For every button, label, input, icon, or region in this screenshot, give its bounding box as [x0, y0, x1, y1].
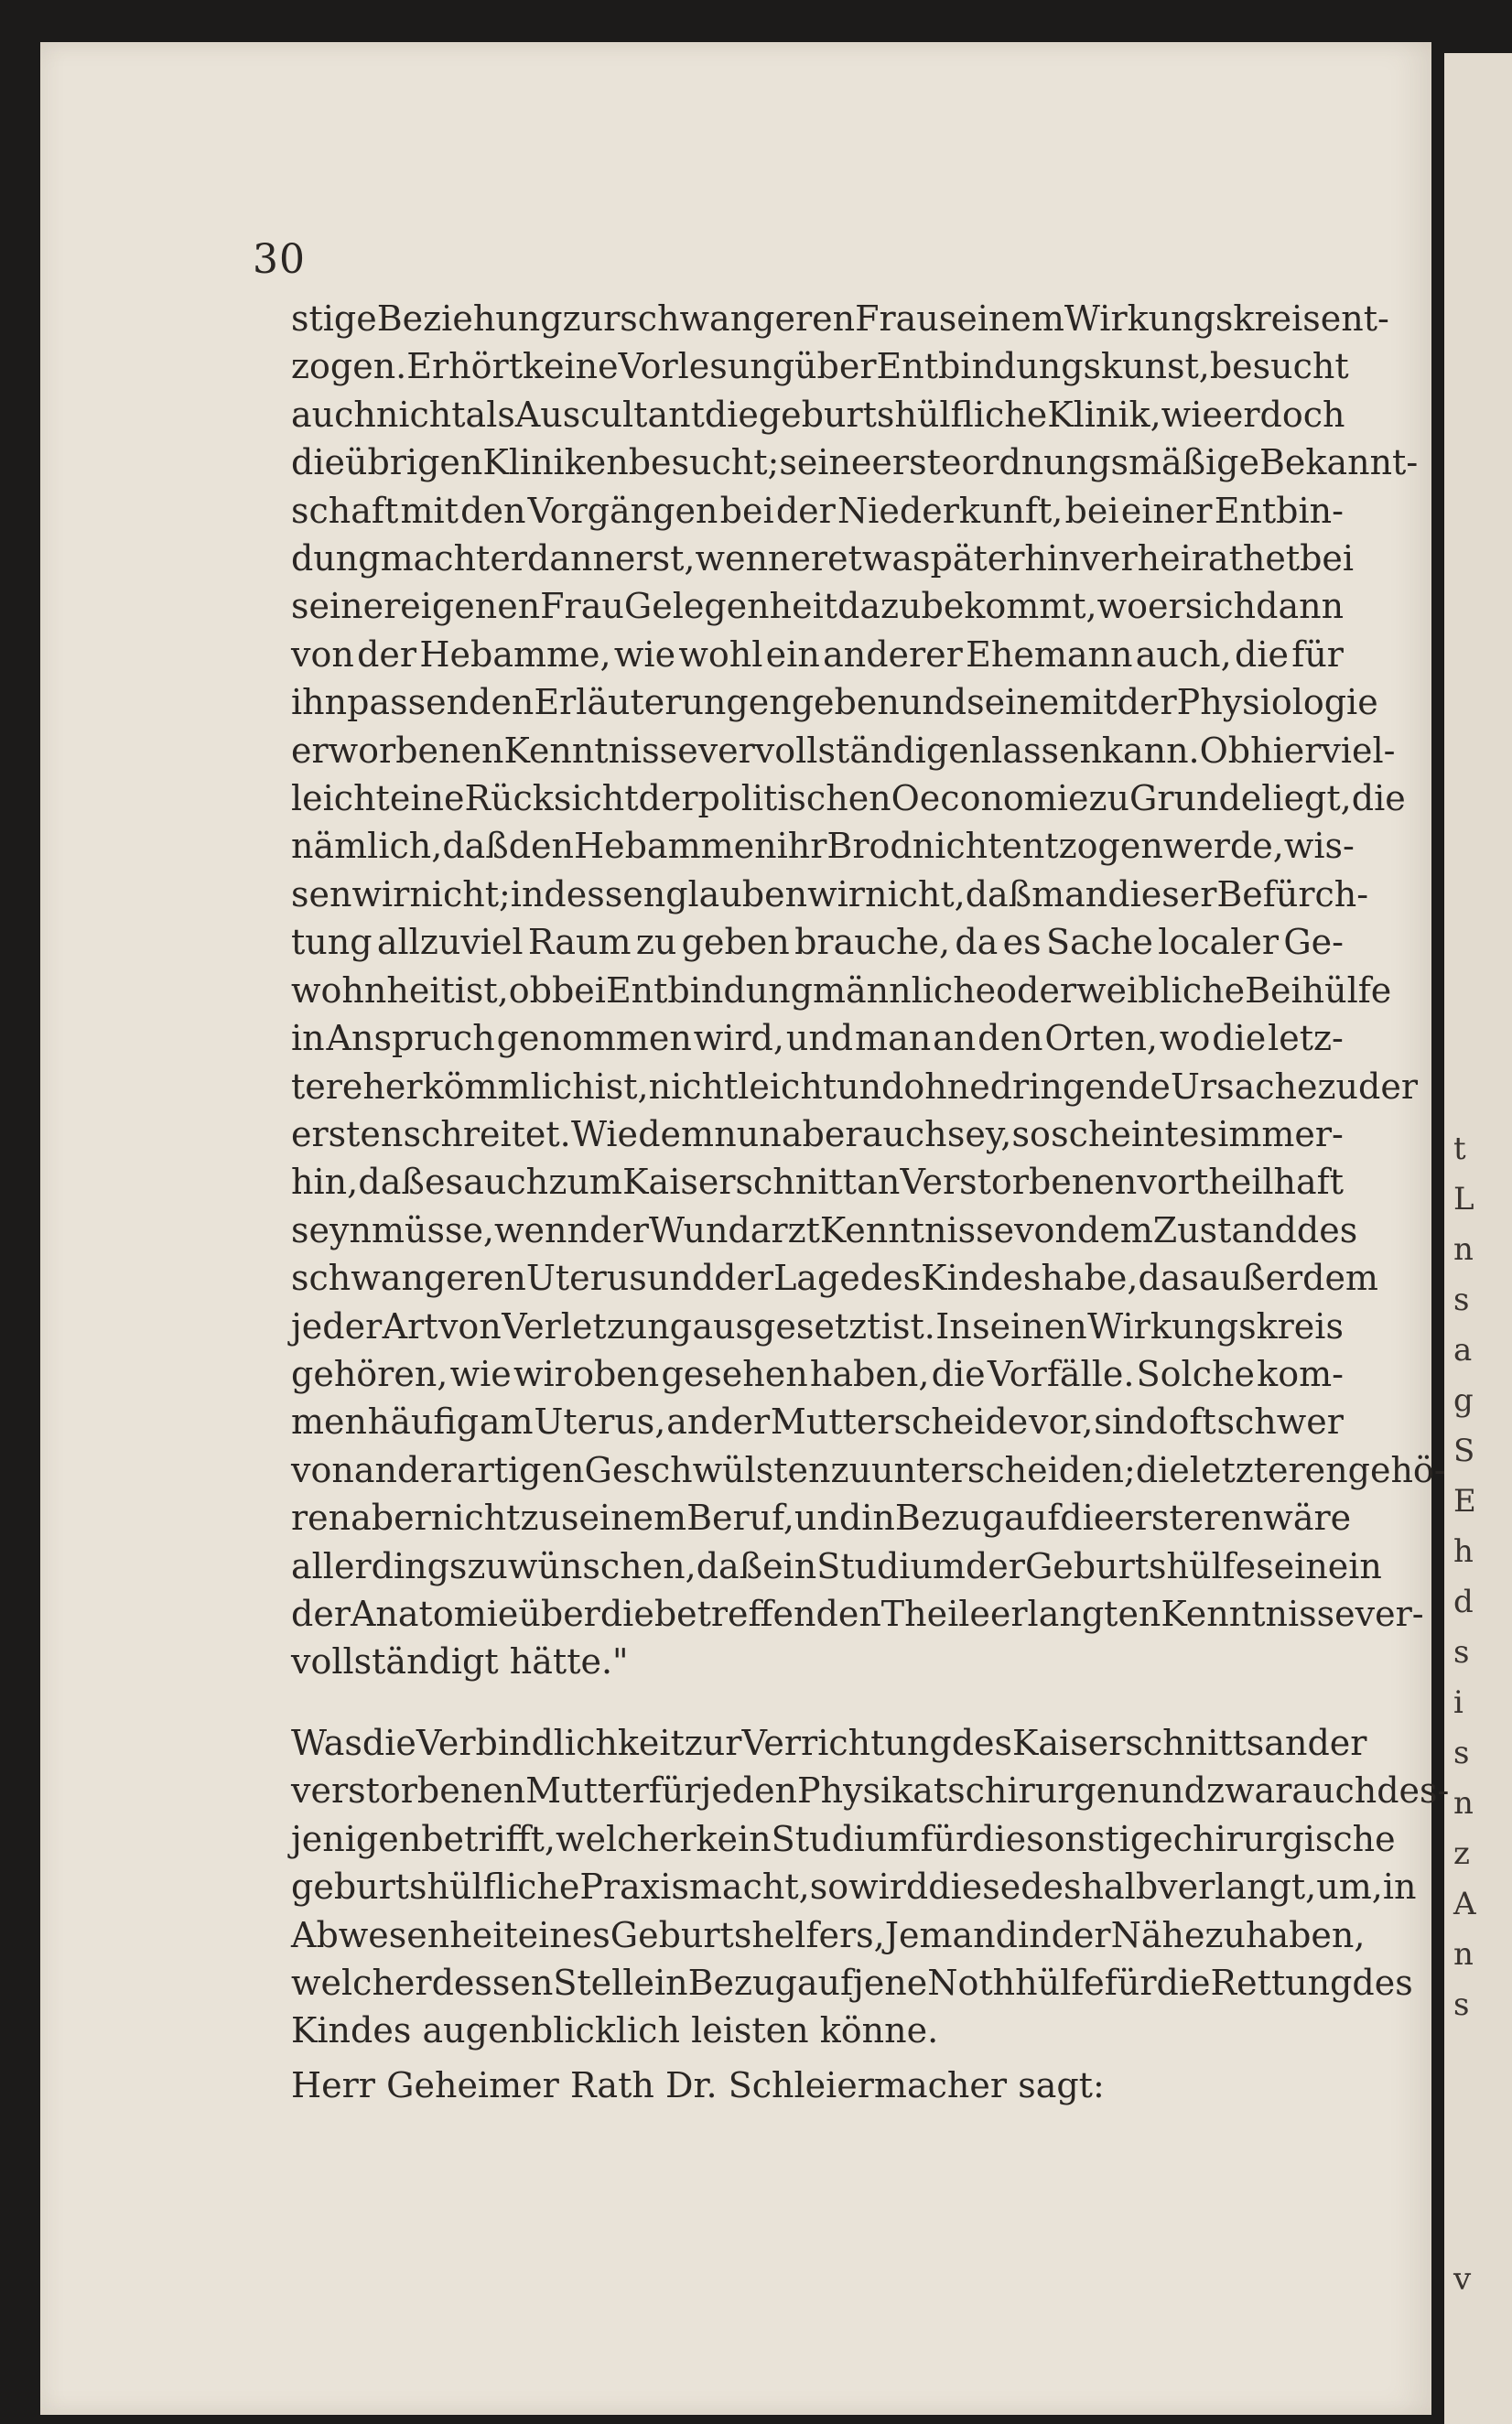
facing-page-fragment: S: [1453, 1433, 1475, 1469]
text-line: seyn müsse, wenn der Wundarzt Kenntnisse von dem Zustand des: [291, 1209, 1358, 1250]
facing-page-fragment: d: [1453, 1584, 1474, 1620]
facing-page-fragment: g: [1453, 1382, 1474, 1419]
facing-page-fragment: n: [1453, 1231, 1474, 1268]
text-line: men häufig am Uterus, an der Mutterscheide vor, sind oft schwer: [291, 1401, 1344, 1443]
text-line: allerdings zu wünschen, daß ein Studium der Geburtshülfe seine in: [291, 1545, 1382, 1586]
text-line: schwangeren Uterus und der Lage des Kindes habe, das außerdem: [291, 1258, 1378, 1299]
text-line: Kindes augenblicklich leisten könne.: [291, 2010, 939, 2051]
facing-page-fragment: E: [1453, 1483, 1476, 1520]
text-line: der Anatomie über die betreffenden Theile erlangten Kenntnisse ver-: [291, 1593, 1424, 1634]
text-line: tere herkömmlich ist, nicht leicht und ohne dringende Ursache zu der: [291, 1066, 1418, 1107]
facing-page-fragment: s: [1453, 1634, 1470, 1671]
text-line: ersten schreitet. Wie dem nun aber auch sey, so scheint es immer-: [291, 1113, 1344, 1154]
facing-page-fragment: A: [1453, 1886, 1476, 1922]
facing-page-fragment: s: [1453, 1282, 1470, 1318]
facing-page-edge: [1444, 53, 1512, 2424]
text-line: hin, daß es auch zum Kaiserschnitt an Verstorbenen vortheilhaft: [291, 1162, 1344, 1203]
text-line: stige Beziehung zur schwangeren Frau seinem Wirkungskreis ent-: [291, 298, 1389, 339]
facing-page-fragment: v: [1453, 2261, 1472, 2298]
text-line: auch nicht als Auscultant die geburtshülfliche Klinik, wie er doch: [291, 394, 1345, 435]
facing-page-fragment: t: [1453, 1131, 1466, 1167]
text-line: sen wir nicht; indessen glauben wir nicht, daß man dieser Befürch-: [291, 873, 1369, 914]
facing-page-fragment: a: [1453, 1332, 1473, 1369]
text-line: geburtshülfliche Praxis macht, so wird diese deshalb verlangt, um, in: [291, 1867, 1417, 1908]
text-line: vollständigt hätte.": [291, 1641, 629, 1683]
paragraph-kaiserschnitt-obligation: [291, 1719, 1450, 2055]
text-line: gehören, wie wir oben gesehen haben, die Vorfälle. Solche kom-: [291, 1353, 1344, 1394]
text-line: verstorbenen Mutter für jeden Physikatschirurgen und zwar auch des-: [291, 1770, 1450, 1812]
text-line: die übrigen Kliniken besucht; seine erste ordnungsmäßige Bekannt-: [291, 442, 1419, 483]
text-line: schaft mit den Vorgängen bei der Niederkunft, bei einer Entbin-: [291, 490, 1344, 531]
text-line: in Anspruch genommen wird, und man an den Orten, wo die letz-: [291, 1018, 1344, 1059]
text-line: leicht eine Rücksicht der politischen Oeconomie zu Grunde liegt, die: [291, 778, 1406, 819]
facing-page-fragment: i: [1453, 1684, 1463, 1721]
text-line: tung allzuviel Raum zu geben brauche, da es Sache localer Ge-: [291, 922, 1344, 963]
text-line: ihn passenden Erläuterungen geben und seine mit der Physiologie: [291, 682, 1378, 723]
text-line: welcher dessen Stelle in Bezug auf jene Nothhülfe für die Rettung des: [291, 1963, 1413, 2004]
facing-page-fragment: L: [1453, 1181, 1474, 1217]
facing-page-fragment: n: [1453, 1936, 1474, 1973]
facing-page-fragment: s: [1453, 1735, 1470, 1771]
paragraph-quote-continuation: [291, 295, 1446, 1686]
facing-page-fragment: z: [1453, 1835, 1470, 1872]
text-line: wohnheit ist, ob bei Entbindung männliche oder weibliche Beihülfe: [291, 969, 1392, 1011]
text-line: erworbenen Kenntnisse vervollständigen lassen kann. Ob hier viel-: [291, 730, 1396, 771]
text-line: zogen. Er hört keine Vorlesung über Entbindungskunst, besucht: [291, 346, 1349, 387]
page-number: 30: [253, 236, 306, 283]
text-line: Was die Verbindlichkeit zur Verrichtung des Kaiserschnitts an der: [291, 1723, 1367, 1763]
text-line: von der Hebamme, wie wohl ein anderer Ehemann auch, die für: [291, 633, 1344, 675]
facing-page-fragment: h: [1453, 1533, 1474, 1570]
text-line: dung macht er dann erst, wenn er etwa späterhin verheirathet bei: [291, 538, 1355, 579]
text-line: ren aber nicht zu seinem Beruf, und in Bezug auf die ersteren wäre: [291, 1498, 1352, 1539]
text-line: Abwesenheit eines Geburtshelfers, Jemand in der Nähe zu haben,: [291, 1914, 1366, 1955]
text-line: von anderartigen Geschwülsten zu unterscheiden; die letzteren gehö-: [291, 1449, 1446, 1490]
facing-page-fragment: n: [1453, 1785, 1474, 1822]
text-line: jenigen betrifft, welcher kein Studium für die sonstige chirurgische: [291, 1818, 1396, 1859]
paragraph-schleiermacher-intro: [291, 2061, 1344, 2109]
text-line: jeder Art von Verletzung ausgesetzt ist. In seinen Wirkungskreis: [291, 1305, 1344, 1347]
text-line: nämlich, daß den Hebammen ihr Brod nicht entzogen werde, wis-: [291, 826, 1355, 867]
facing-page-fragment: s: [1453, 1986, 1470, 2023]
text-line: seiner eigenen Frau Gelegenheit dazu bekommt, wo er sich dann: [291, 586, 1345, 627]
text-line: Herr Geheimer Rath Dr. Schleiermacher sagt:: [291, 2065, 1105, 2105]
